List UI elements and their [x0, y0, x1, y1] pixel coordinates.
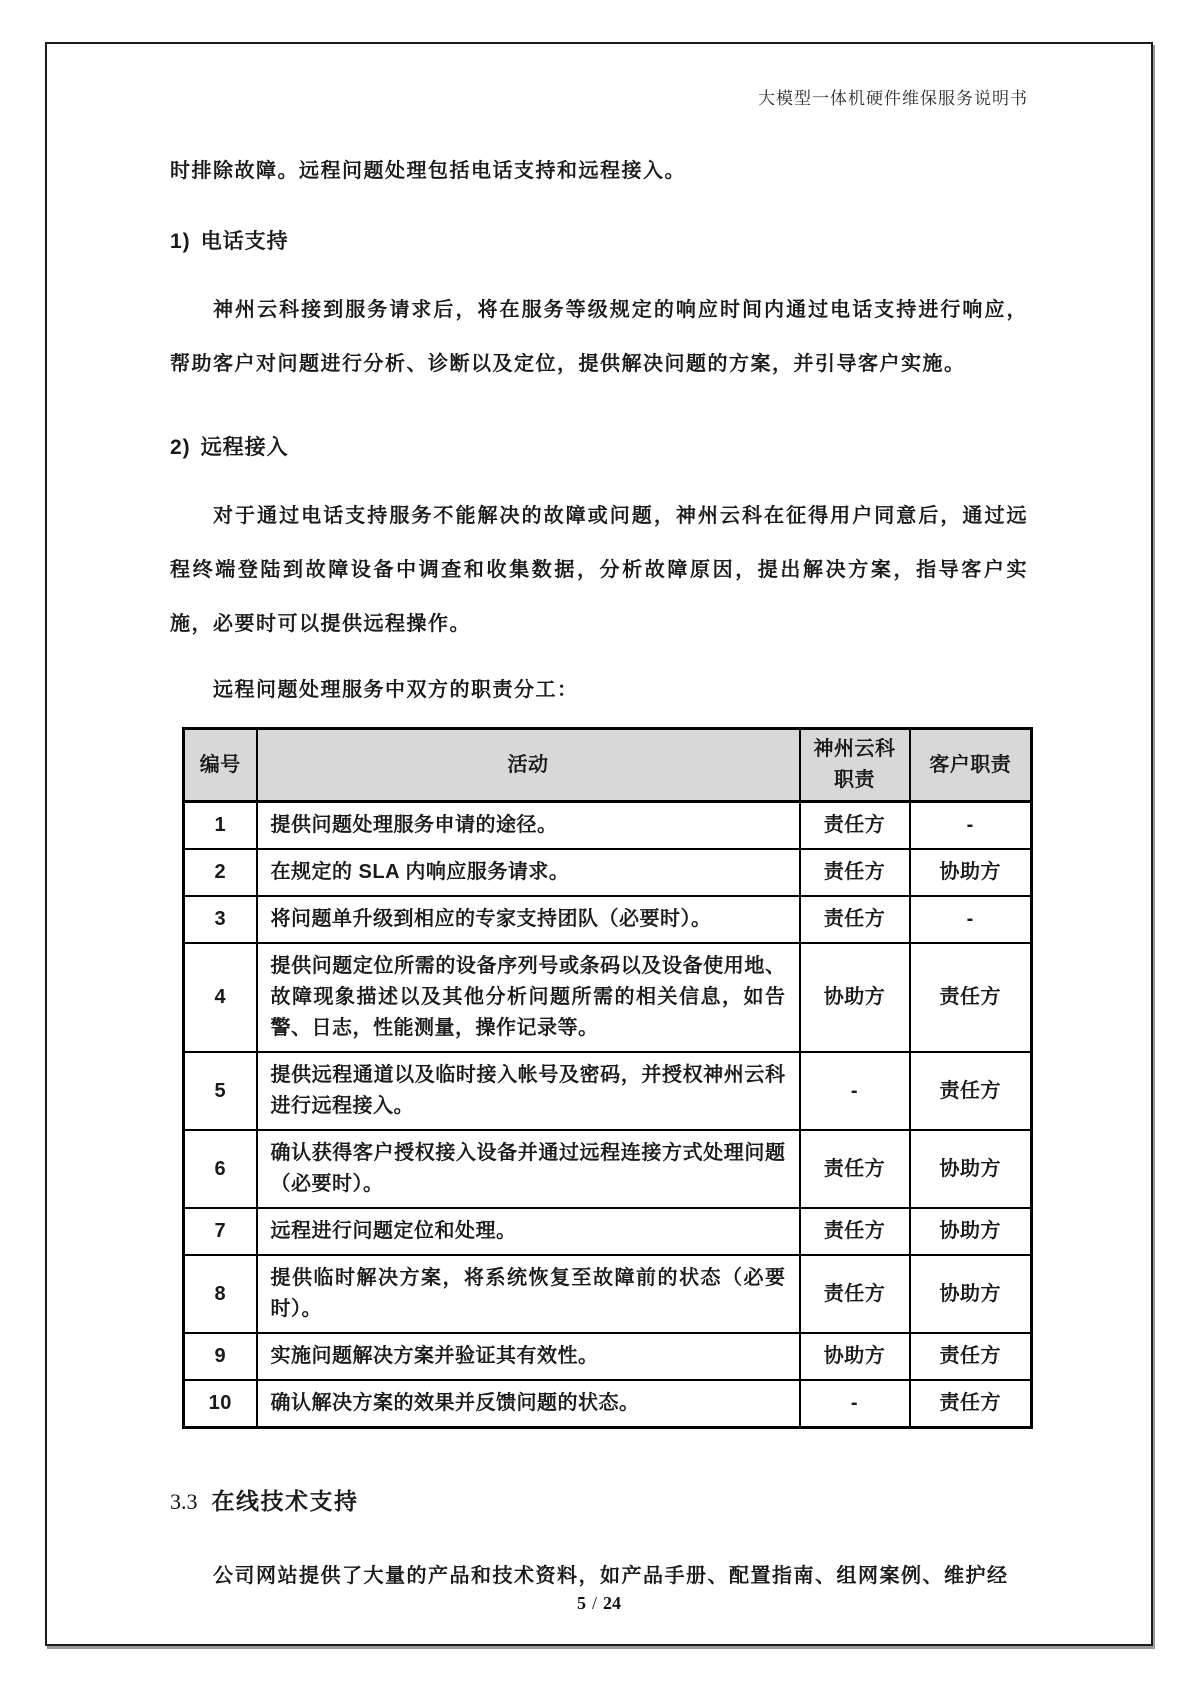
table-cell-no: 4 — [184, 943, 257, 1052]
table-cell-no: 3 — [184, 896, 257, 943]
table-lead-line: 远程问题处理服务中双方的职责分工： — [213, 679, 579, 701]
paragraph-line: 神州云科接到服务请求后，将在服务等级规定的响应时间内通过电话支持进行响应， — [213, 299, 1028, 321]
table-cell-customer: 协助方 — [910, 1255, 1032, 1333]
heading-number: 2) — [170, 436, 191, 459]
paragraph-line: 帮助客户对问题进行分析、诊断以及定位，提供解决问题的方案，并引导客户实施。 — [170, 353, 966, 375]
table-row — [184, 1333, 1032, 1380]
table-cell-no: 9 — [184, 1333, 257, 1380]
table-cell-vendor: 责任方 — [800, 1208, 910, 1255]
table-cell-vendor: 责任方 — [800, 802, 910, 850]
table-cell-act: 提供问题处理服务申请的途径。 — [257, 802, 800, 850]
responsibility-table — [182, 727, 1033, 1429]
column-header-customer: 客户职责 — [910, 729, 1032, 802]
table-row — [184, 943, 1032, 1052]
table-header-row — [184, 729, 1032, 802]
column-header-vendor-line1: 神州云科 — [813, 738, 896, 760]
table-cell-act: 在规定的 SLA 内响应服务请求。 — [257, 849, 800, 896]
table-cell-customer: 协助方 — [910, 1208, 1032, 1255]
table-row — [184, 896, 1032, 943]
column-header-activity: 活动 — [257, 729, 800, 802]
page-frame — [45, 42, 1153, 1646]
column-header-vendor-line2: 职责 — [834, 769, 875, 791]
table-cell-no: 1 — [184, 802, 257, 850]
page-total: 24 — [603, 1593, 621, 1613]
page-separator: / — [591, 1593, 597, 1613]
table-cell-act: 远程进行问题定位和处理。 — [257, 1208, 800, 1255]
table-cell-act: 确认解决方案的效果并反馈问题的状态。 — [257, 1380, 800, 1428]
paragraph-line: 公司网站提供了大量的产品和技术资料，如产品手册、配置指南、组网案例、维护经 — [213, 1565, 1009, 1587]
table-cell-act: 确认获得客户授权接入设备并通过远程连接方式处理问题（必要时）。 — [257, 1130, 800, 1208]
table-cell-vendor: 责任方 — [800, 849, 910, 896]
table-cell-act: 将问题单升级到相应的专家支持团队（必要时）。 — [257, 896, 800, 943]
table-cell-vendor: 责任方 — [800, 1255, 910, 1333]
table-cell-customer: 协助方 — [910, 1130, 1032, 1208]
table-cell-act: 提供问题定位所需的设备序列号或条码以及设备使用地、故障现象描述以及其他分析问题所需的相关信息，如告警、日志，性能测量，操作记录等。 — [257, 943, 800, 1052]
table-row — [184, 1052, 1032, 1130]
table-row — [184, 1380, 1032, 1428]
paragraph-phone-support — [170, 283, 1028, 391]
table-cell-act: 提供临时解决方案，将系统恢复至故障前的状态（必要时）。 — [257, 1255, 800, 1333]
table-cell-vendor: 责任方 — [800, 1130, 910, 1208]
table-cell-no: 6 — [184, 1130, 257, 1208]
column-header-vendor — [800, 729, 910, 802]
paragraph-remote-access — [170, 489, 1028, 651]
table-cell-vendor: - — [800, 1052, 910, 1130]
table-cell-customer: 责任方 — [910, 943, 1032, 1052]
heading-phone-support — [170, 227, 1028, 257]
heading-title: 远程接入 — [200, 436, 289, 459]
paragraph-line: 程终端登陆到故障设备中调查和收集数据，分析故障原因，提出解决方案，指导客户实 — [170, 559, 1028, 581]
table-cell-no: 8 — [184, 1255, 257, 1333]
table-cell-no: 10 — [184, 1380, 257, 1428]
paragraph-online-support — [170, 1561, 1028, 1591]
page-content — [47, 44, 1151, 1591]
page-footer — [47, 1593, 1151, 1614]
table-cell-act: 提供远程通道以及临时接入帐号及密码，并授权神州云科进行远程接入。 — [257, 1052, 800, 1130]
table-cell-customer: - — [910, 802, 1032, 850]
heading-number: 1) — [170, 230, 191, 253]
column-header-id: 编号 — [184, 729, 257, 802]
heading-online-support — [170, 1485, 1028, 1521]
table-cell-customer: 责任方 — [910, 1380, 1032, 1428]
table-cell-no: 7 — [184, 1208, 257, 1255]
table-row — [184, 1255, 1032, 1333]
section-number: 3.3 — [170, 1489, 198, 1514]
table-cell-vendor: 协助方 — [800, 943, 910, 1052]
table-row — [184, 1208, 1032, 1255]
page-number: 5 — [576, 1593, 586, 1613]
table-cell-act: 实施问题解决方案并验证其有效性。 — [257, 1333, 800, 1380]
table-cell-no: 2 — [184, 849, 257, 896]
table-cell-customer: 责任方 — [910, 1052, 1032, 1130]
table-cell-no: 5 — [184, 1052, 257, 1130]
paragraph-continuation: 时排除故障。远程问题处理包括电话支持和远程接入。 — [170, 160, 686, 182]
table-body — [184, 802, 1032, 1428]
table-cell-vendor: 协助方 — [800, 1333, 910, 1380]
table-row — [184, 802, 1032, 850]
table-cell-customer: 责任方 — [910, 1333, 1032, 1380]
paragraph-line: 施，必要时可以提供远程操作。 — [170, 613, 471, 635]
table-cell-customer: - — [910, 896, 1032, 943]
table-row — [184, 1130, 1032, 1208]
table-cell-vendor: 责任方 — [800, 896, 910, 943]
page-header — [170, 44, 1028, 109]
table-row — [184, 849, 1032, 896]
heading-remote-access — [170, 433, 1028, 463]
document-title: 大模型一体机硬件维保服务说明书 — [758, 89, 1028, 108]
table-cell-vendor: - — [800, 1380, 910, 1428]
table-cell-customer: 协助方 — [910, 849, 1032, 896]
paragraph-line: 对于通过电话支持服务不能解决的故障或问题，神州云科在征得用户同意后，通过远 — [213, 505, 1028, 527]
heading-title: 电话支持 — [200, 230, 289, 253]
section-title: 在线技术支持 — [211, 1488, 359, 1514]
